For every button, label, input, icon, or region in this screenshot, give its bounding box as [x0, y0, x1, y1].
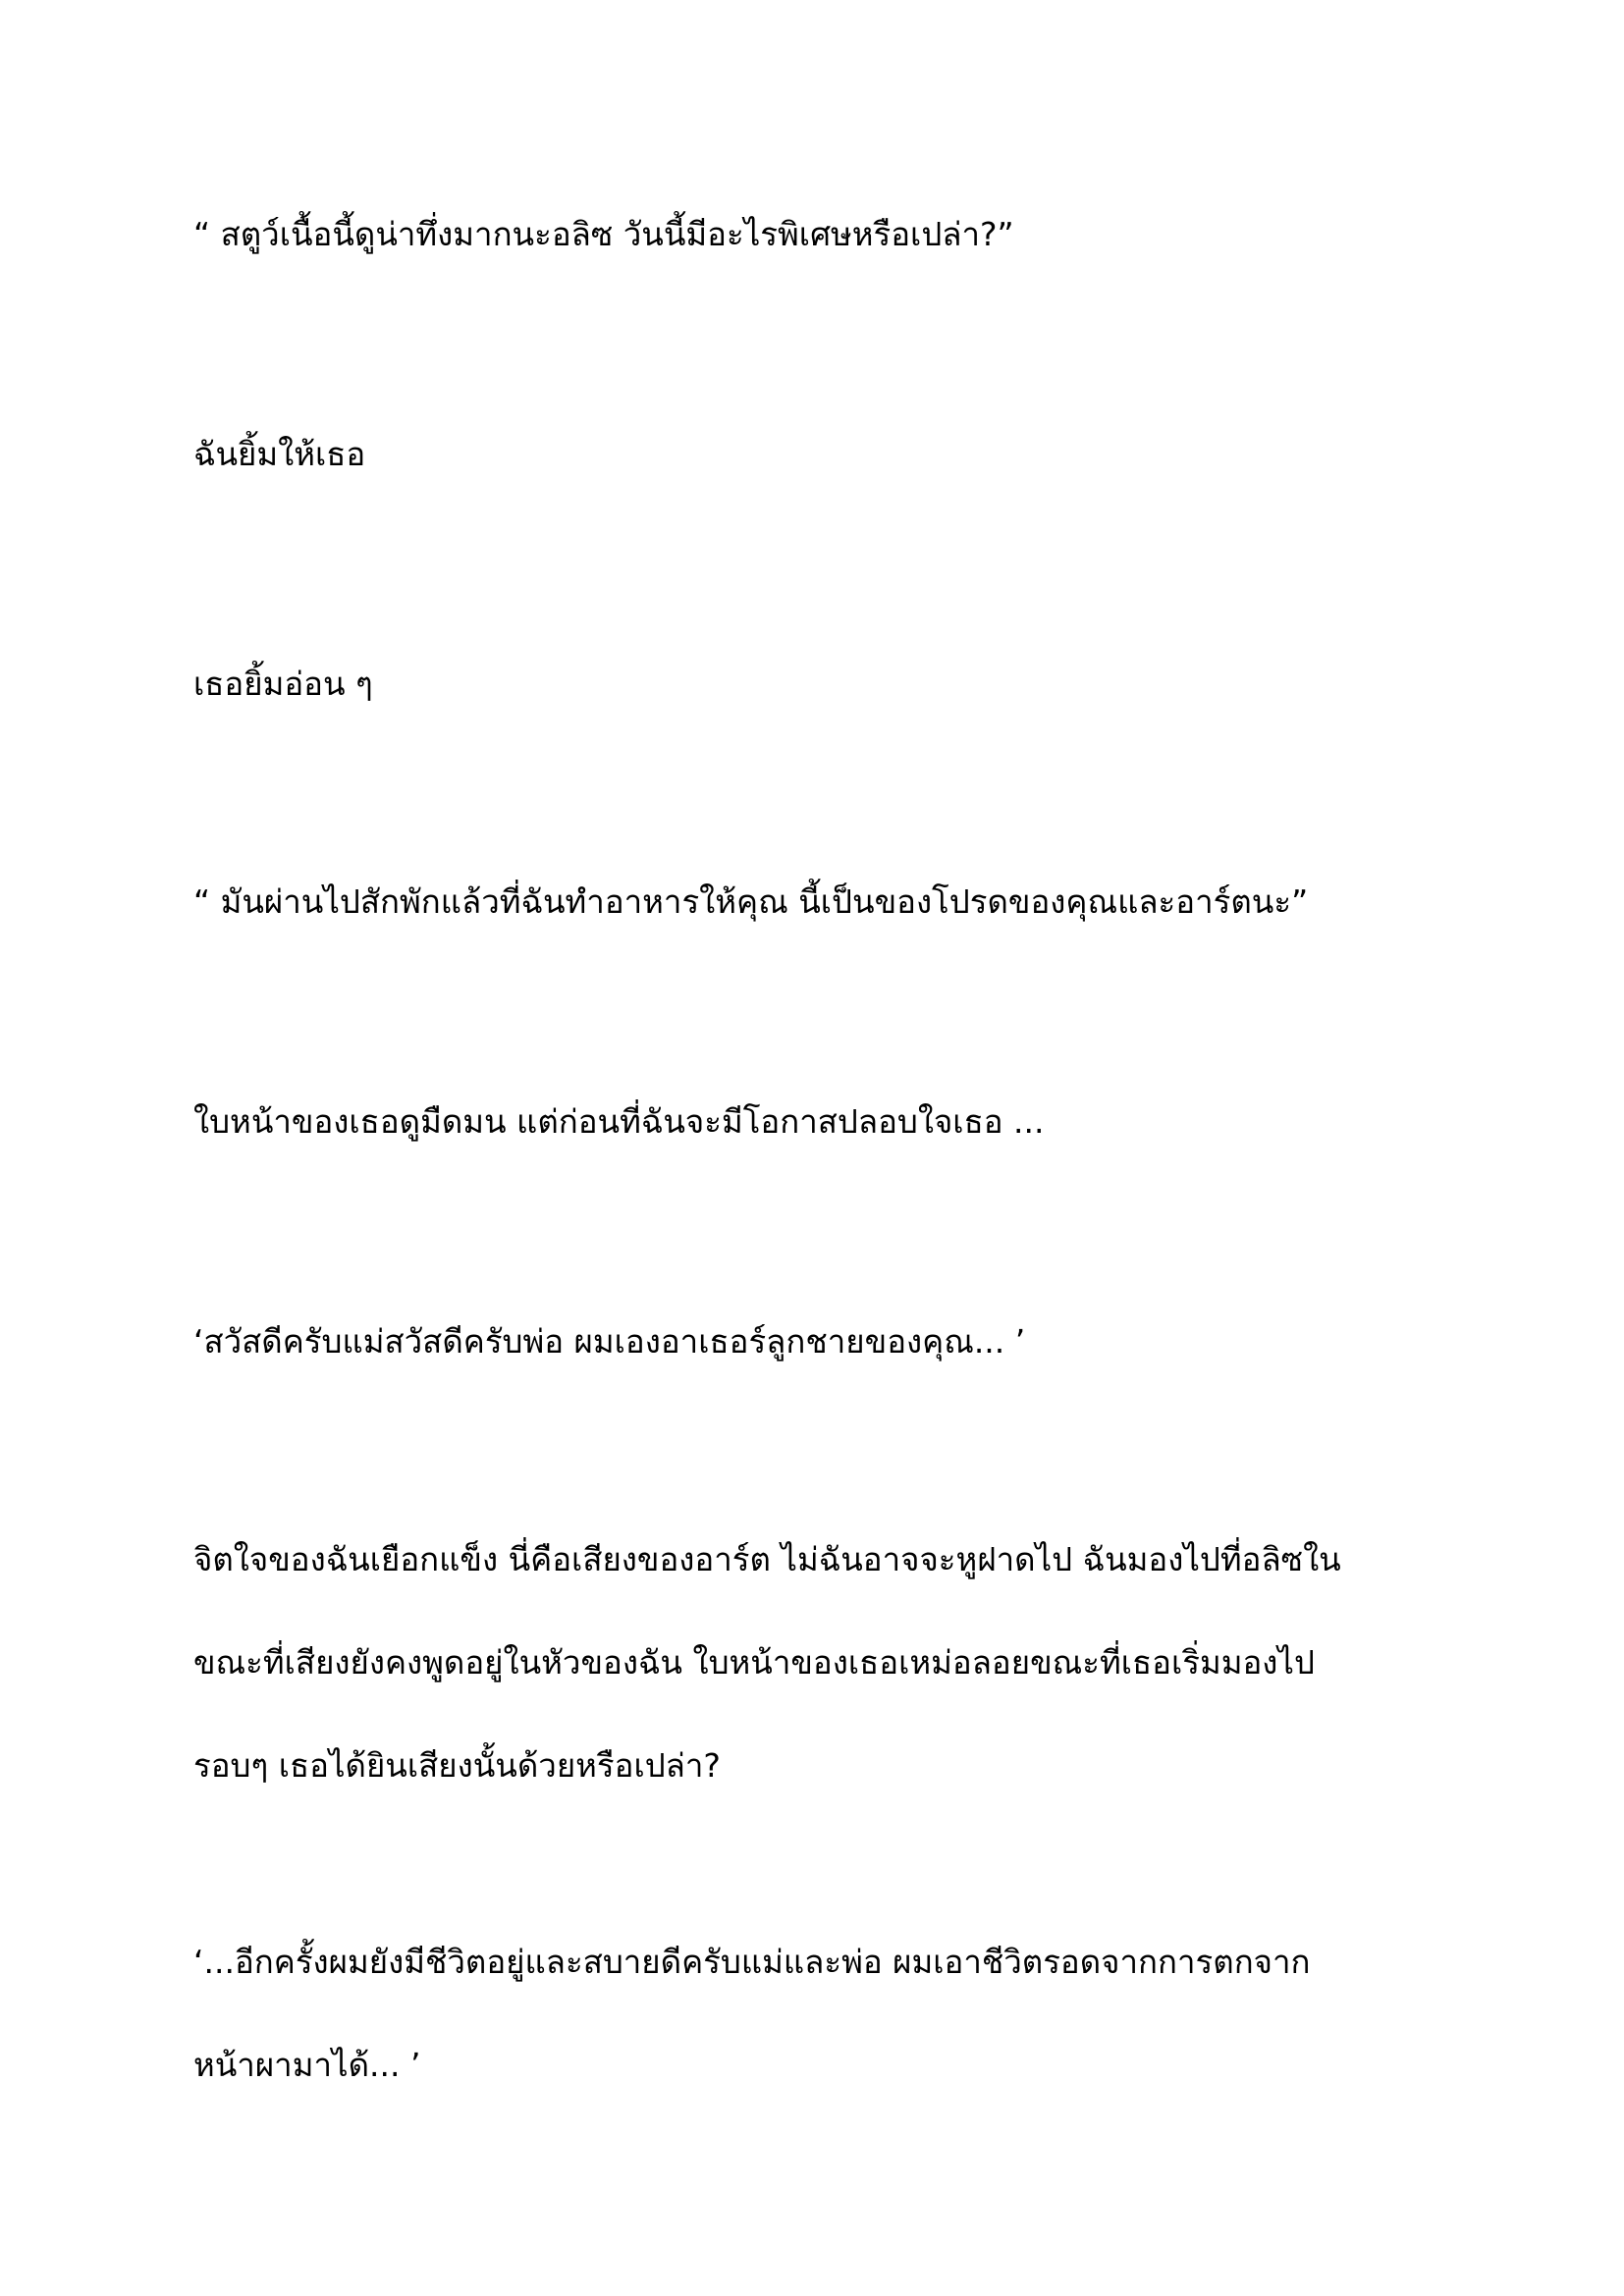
text-line: ‘สวัสดีครับแม่สวัสดีครับพ่อ ผมเองอาเธอร์ลูกชายของคุณ... ’	[193, 1322, 1026, 1361]
text-line: เธอยิ้มอ่อน ๆ	[193, 665, 373, 703]
paragraph-voice-survived	[193, 1910, 1450, 2116]
text-line: ฉันยิ้มให้เธอ	[193, 435, 366, 473]
text-line: ขณะที่เสียงยังคงพูดอยู่ในหัวของฉัน ใบหน้าของเธอเหม่อลอยขณะที่เธอเริ่มมองไป	[193, 1643, 1315, 1682]
paragraph-narration-gloomy	[193, 1070, 1450, 1173]
text-line: ใบหน้าของเธอดูมืดมน แต่ก่อนที่ฉันจะมีโอกาสปลอบใจเธอ ...	[193, 1102, 1045, 1141]
text-line: หน้าผามาได้... ’	[193, 2046, 421, 2084]
paragraph-narration-soft-smile	[193, 632, 1450, 735]
paragraph-dialogue-stew	[193, 183, 1450, 286]
text-line: ‘...อีกครั้งผมยังมีชีวิตอยู่และสบายดีครับแม่และพ่อ ผมเอาชีวิตรอดจากการตกจาก	[193, 1943, 1311, 1981]
text-line: รอบๆ เธอได้ยินเสียงนั้นด้วยหรือเปล่า?	[193, 1746, 721, 1785]
text-line: “ มันผ่านไปสักพักแล้วที่ฉันทำอาหารให้คุณ นี้เป็นของโปรดของคุณและอาร์ตนะ”	[193, 882, 1309, 921]
text-line: จิตใจของฉันเยือกแข็ง นี่คือเสียงของอาร์ต ไม่ฉันอาจจะหูฝาดไป ฉันมองไปที่อลิซใน	[193, 1540, 1341, 1578]
paragraph-narration-frozen	[193, 1508, 1450, 1817]
text-line: “ สตูว์เนื้อนี้ดูน่าทึ่งมากนะอลิซ วันนี้มีอะไรพิเศษหรือเปล่า?”	[193, 215, 1014, 253]
paragraph-dialogue-cooking	[193, 850, 1450, 953]
paragraph-narration-smile	[193, 402, 1450, 506]
paragraph-voice-greeting	[193, 1290, 1450, 1393]
